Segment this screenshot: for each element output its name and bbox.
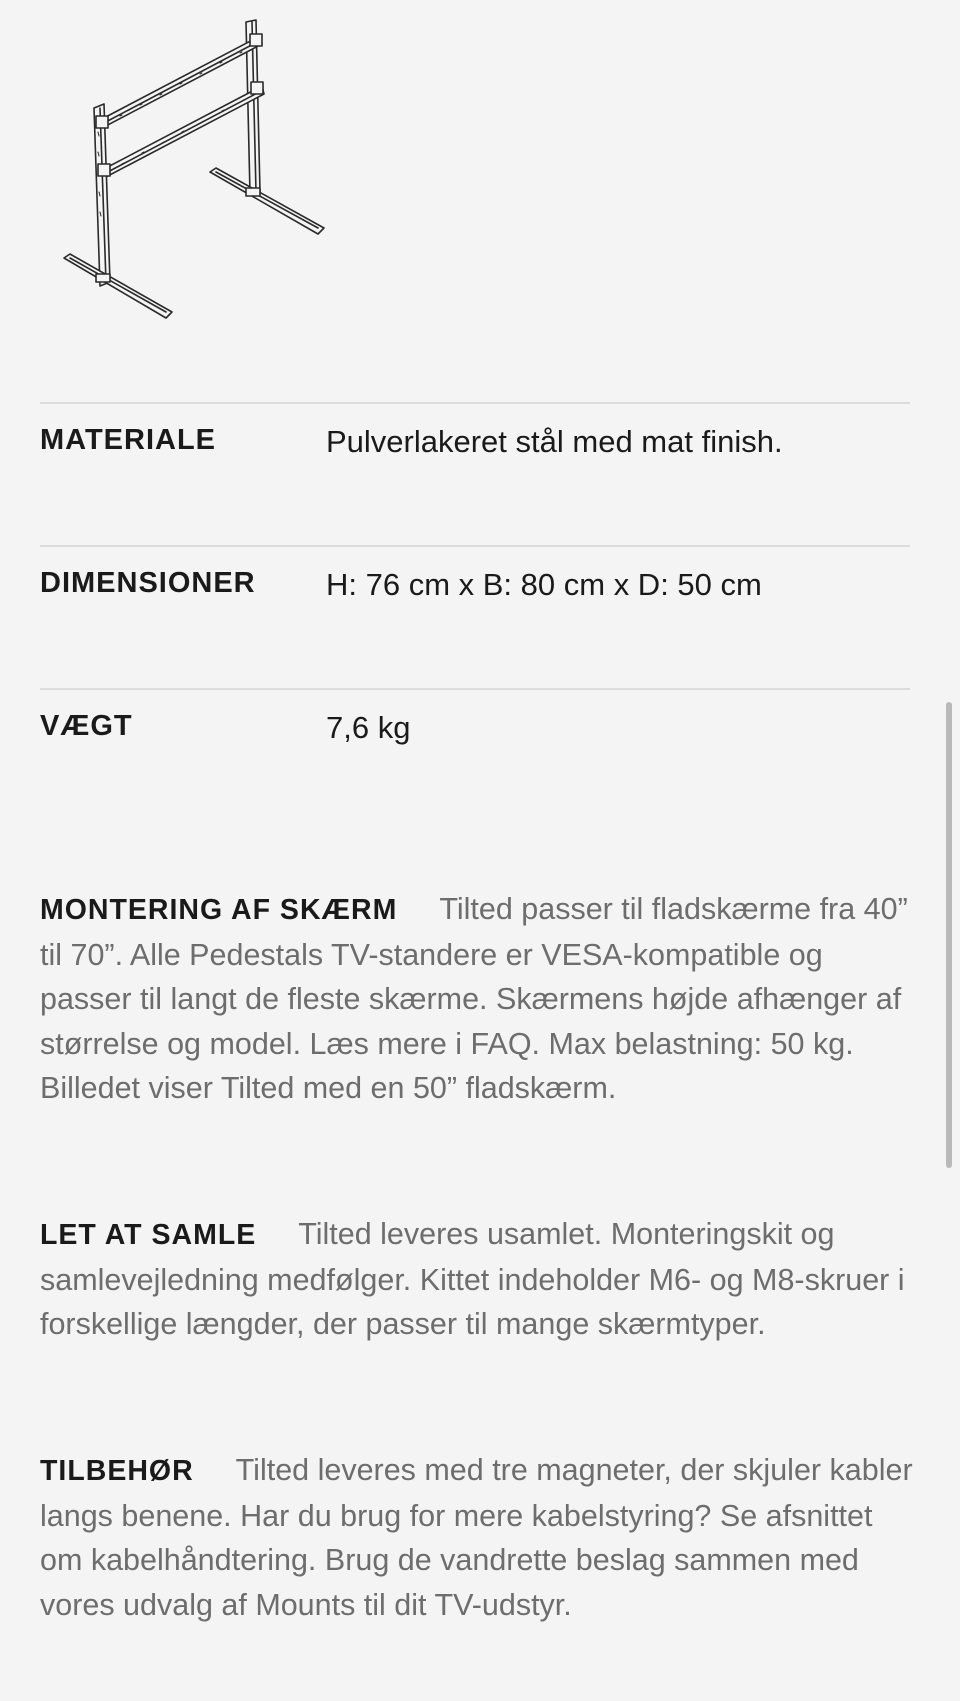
section-accessories [40, 1448, 920, 1627]
spec-value: Pulverlakeret stål med mat finish. [326, 424, 783, 459]
section-heading: LET AT SAMLE [40, 1219, 257, 1251]
tv-stand-illustration [60, 12, 340, 332]
section-text: Tilted leveres usamlet. Monteringskit og samlevejledning medfølger. Kittet indeholder M6- og M8-skruer i forskellige længder, der passer til mange skærmtyper. [40, 1217, 905, 1341]
section-mounting [40, 887, 920, 1111]
spec-table [40, 402, 910, 831]
section-assembly [40, 1212, 920, 1347]
spec-value: H: 76 cm x B: 80 cm x D: 50 cm [326, 567, 762, 602]
spec-row-dimensions [40, 545, 910, 688]
spec-label: VÆGT [40, 710, 133, 742]
spec-value: 7,6 kg [326, 710, 411, 745]
spec-row-weight [40, 688, 910, 831]
spec-label: DIMENSIONER [40, 567, 256, 599]
section-heading: TILBEHØR [40, 1455, 194, 1487]
spec-label: MATERIALE [40, 424, 217, 456]
section-heading: MONTERING AF SKÆRM [40, 894, 398, 926]
section-text: Tilted leveres med tre magneter, der skjuler kabler langs benene. Har du brug for mere kabelstyring? Se afsnittet om kabelhåndtering. Brug de vandrette beslag sammen med vores udvalg af Mounts til dit TV-udstyr. [40, 1453, 913, 1622]
scrollbar[interactable] [946, 702, 952, 1168]
spec-row-material [40, 402, 910, 545]
section-text: Tilted passer til fladskærme fra 40” til 70”. Alle Pedestals TV-standere er VESA-kompatible og passer til langt de fleste skærme. Skærmens højde afhænger af størrelse og model. Læs mere i FAQ. Max belastning: 50 kg. Billedet viser Tilted med en 50” fladskærm. [40, 892, 908, 1105]
